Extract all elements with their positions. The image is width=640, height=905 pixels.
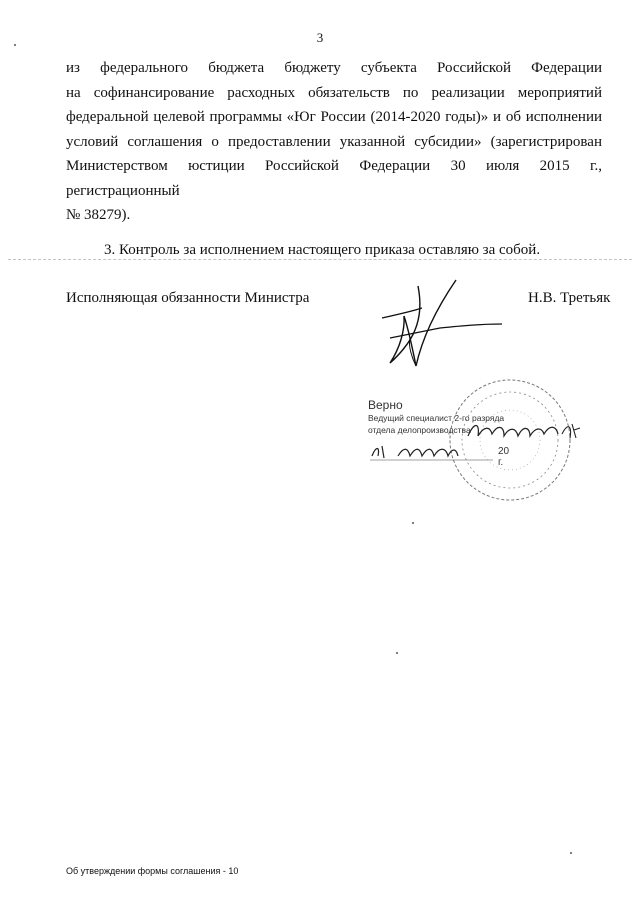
scan-speck [570,852,572,854]
scan-speck [412,522,414,524]
body-text [66,56,602,262]
minister-signature [360,268,510,378]
scan-speck [396,652,398,654]
scan-divider [8,259,632,260]
body-line-last: № 38279). [66,207,131,223]
body-line: федеральной целевой программы «Юг России (2014-2020 годы)» и об исполнении [66,109,602,125]
signer-title: Исполняющая обязанности Министра [66,290,310,306]
scan-speck [14,44,16,46]
signer-name: Н.В. Третьяк [528,290,611,306]
body-line: условий соглашения о предоставлении указанной субсидии» (зарегистрирован [66,133,602,150]
footer-text: Об утверждении формы соглашения - 10 [66,866,239,876]
paragraph-control: 3. Контроль за исполнением настоящего приказа оставляю за собой. [104,241,541,258]
handwritten-date [368,438,508,464]
certification-position: Ведущий специалист 2-го разряда [368,413,505,423]
certification-department: отдела делопроизводства [368,425,471,435]
page-number: 3 [316,30,324,45]
certification-year: 20 г. [498,446,510,468]
certification-verno: Верно [368,398,403,412]
body-line: на софинансирование расходных обязательств по реализации мероприятий [66,84,602,101]
body-line: из федерального бюджета бюджету субъекта Российской Федерации [66,60,602,76]
body-line: Министерством юстиции Российской Федерации 30 июля 2015 г., регистрационный [66,158,602,199]
